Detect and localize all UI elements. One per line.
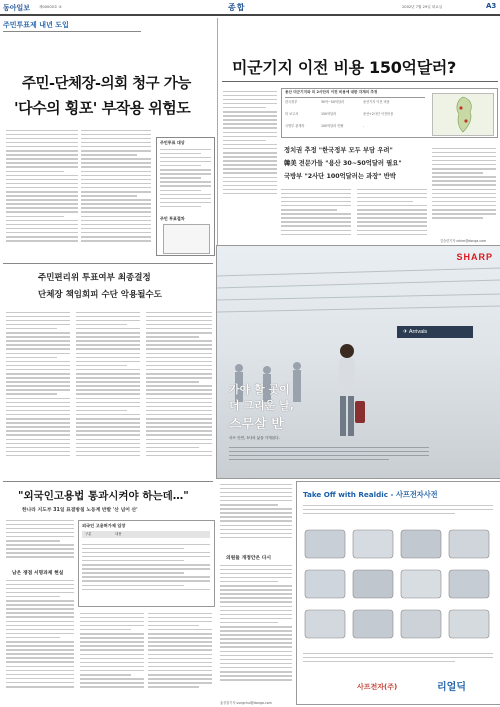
lower-subtitle-1: 남은 쟁점 서명과제 현실 <box>12 571 64 576</box>
realdic-ad[interactable] <box>296 481 500 705</box>
permit-table-header: 구분 내용 <box>82 531 210 538</box>
permit-table-box <box>78 520 215 607</box>
ceiling-structure <box>217 266 500 321</box>
right-subhead-1: 정치권 추정 "한국정부 모두 부담 우려" <box>284 147 393 154</box>
kicker-rule <box>3 31 141 32</box>
right-headline: 미군기지 이전 비용 150억달러? <box>232 58 457 77</box>
lower-body-col4 <box>148 610 212 702</box>
sidebar-title: 주민투표 대상 <box>160 140 185 145</box>
right-body-col1 <box>223 88 277 208</box>
realdic-headline: Take Off with Realdic - 사프전자사전 <box>303 490 438 499</box>
story-subhead-1: 주민편리위 투표여부 최종결정 <box>38 273 151 283</box>
right-byline[interactable]: 김승련기자 srkim@donga.com <box>440 239 487 243</box>
masthead-date: 2002년 7월 29일 화요일 <box>402 5 443 9</box>
right-body-col4 <box>432 145 496 233</box>
header-rule <box>0 14 500 16</box>
story-headline-1: 주민-단체장-의회 청구 가능 <box>22 76 191 92</box>
masthead-issue: 제00000호 ③ <box>39 5 62 9</box>
section-title: 종합 <box>228 3 246 12</box>
story-headline-2: '다수의 횡포' 부작용 위험도 <box>14 99 191 117</box>
sharp-logo: SHARP <box>456 252 493 262</box>
realdic-brand: 사프전자(주) <box>357 683 398 691</box>
story-subhead-2: 단체장 책임회피 수단 악용될수도 <box>38 290 162 300</box>
lower-body-col1 <box>6 517 74 565</box>
lower-subhead: 한나라 지도부 31일 표결방침 노동계 반발 '산 넘어 산' <box>22 508 138 513</box>
right-subhead-3: 국방부 "2사단 100억달러는 과장" 반박 <box>284 173 396 180</box>
sharp-ad-copy-2: 더 그리운 날, <box>229 399 294 412</box>
sharp-ad-tail: 샤프 인연, 3사의 삶을 가게된다. <box>229 436 280 440</box>
table-row: 미 보고서 150억달러 용산+2사단 이전비용 <box>285 112 394 116</box>
lower-body-col5 <box>220 481 292 549</box>
plane-icon: ✈ <box>403 329 408 335</box>
table-row: 국방부 관계자 100억달러 안팎 - <box>285 124 365 128</box>
lower-top-rule <box>3 481 213 482</box>
right-subhead-2: 韓美 전문가들 "용산 30~50억달러 필요" <box>284 160 402 167</box>
traveler-figure <box>327 341 367 441</box>
lower-body-col6 <box>220 562 292 699</box>
cost-table-caption: 용산 미군기지와 미 2사단의 이전 비용에 대한 각계의 추정 <box>285 90 378 94</box>
realdic-logo: 리얼딕 <box>437 682 466 693</box>
lower-body-col3 <box>80 610 144 702</box>
right-body-col3 <box>357 186 427 244</box>
story-body-col4 <box>76 309 140 477</box>
dictionary-products <box>303 526 493 646</box>
permit-table-title: 외국인 고용허가제 입장 <box>82 523 126 528</box>
sidebar-title-2: 주민 투표절차 <box>160 216 185 221</box>
subhead-top-rule <box>3 263 213 264</box>
korea-map-graphic <box>432 93 494 136</box>
cost-table <box>285 97 425 136</box>
procedure-chart <box>163 224 210 254</box>
lower-body-col2 <box>6 577 74 703</box>
story-kicker: 주민투표제 내년 도입 <box>3 21 69 29</box>
lower-byline[interactable]: 홍성철기자 sungchul@donga.com <box>220 701 272 705</box>
lower-subtitle-2: 의원들 개정안은 다시 <box>226 556 272 561</box>
story-body-col1 <box>6 127 78 255</box>
sidebar-box <box>156 137 215 256</box>
cost-table-box <box>281 88 498 138</box>
sharp-ad-copy-3: 스무살 반 <box>229 417 284 432</box>
page-number: A3 <box>486 2 497 10</box>
story-body-col3 <box>6 309 70 477</box>
arrivals-sign: ✈ Arrivals <box>397 326 473 338</box>
sharp-ad[interactable] <box>216 245 500 479</box>
sharp-ad-copy-1: 가야 할 곳이 <box>229 383 290 396</box>
right-body-col2 <box>281 186 351 244</box>
story-body-col5 <box>146 309 212 477</box>
lower-headline: "외국인고용법 통과시켜야 하는데…" <box>18 490 189 502</box>
story-body-col2 <box>81 127 151 255</box>
masthead-paper-name: 동아일보 <box>3 4 31 12</box>
right-headline-rule <box>222 81 498 82</box>
table-row: 한국정부 30억~50억달러 용산기지 이전 비용 <box>285 100 390 104</box>
